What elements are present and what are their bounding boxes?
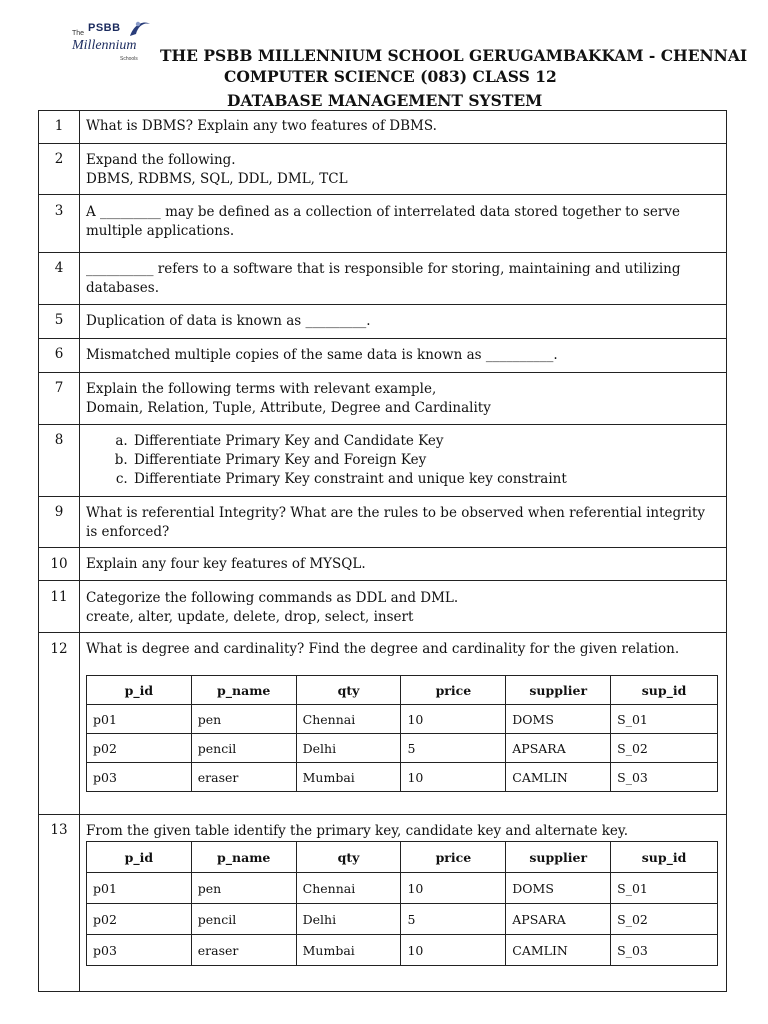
question-number: 11 xyxy=(50,589,68,605)
product-table xyxy=(86,841,718,966)
table-cell: 10 xyxy=(401,873,506,904)
row-divider xyxy=(38,547,727,548)
column-header: sup_id xyxy=(611,676,718,705)
question-text: Explain any four key features of MYSQL. xyxy=(86,556,366,572)
row-divider xyxy=(38,814,727,815)
table-cell: S_03 xyxy=(611,935,718,966)
table-cell: pencil xyxy=(191,734,296,763)
table-cell: S_01 xyxy=(611,873,718,904)
question-text: Explain the following terms with relevant example, Domain, Relation, Tuple, Attribute, Degree and Cardinality xyxy=(86,381,491,416)
logo-text-the: The xyxy=(72,30,85,37)
question-text: Expand the following. DBMS, RDBMS, SQL, DDL, DML, TCL xyxy=(86,152,348,187)
question-list xyxy=(86,432,721,489)
table-header-row xyxy=(87,842,718,873)
question-text: A _________ may be defined as a collection of interrelated data stored together to serve multiple applications. xyxy=(86,204,680,239)
row-divider xyxy=(38,252,727,253)
table-cell: Mumbai xyxy=(296,763,401,792)
question-text: What is degree and cardinality? Find the degree and cardinality for the given relation. xyxy=(86,641,680,657)
question-number: 10 xyxy=(50,556,68,572)
table-cell: eraser xyxy=(191,935,296,966)
list-item: a. Differentiate Primary Key and Candidate Key xyxy=(132,432,721,451)
logo-text-psbb: PSBB xyxy=(88,22,121,34)
column-header: price xyxy=(401,676,506,705)
question-text: Categorize the following commands as DDL and DML. create, alter, update, delete, drop, select, insert xyxy=(86,590,459,625)
question-text: Duplication of data is known as _________. xyxy=(86,313,371,329)
table-cell: Mumbai xyxy=(296,935,401,966)
question-number: 13 xyxy=(50,822,68,838)
list-item: b. Differentiate Primary Key and Foreign Key xyxy=(132,451,721,470)
table-cell: eraser xyxy=(191,763,296,792)
school-logo xyxy=(70,18,160,64)
table-row xyxy=(87,873,718,904)
table-cell: S_02 xyxy=(611,904,718,935)
table-cell: S_02 xyxy=(611,734,718,763)
table-cell: 5 xyxy=(401,904,506,935)
column-header: supplier xyxy=(506,842,611,873)
question-text: Mismatched multiple copies of the same data is known as __________. xyxy=(86,347,558,363)
row-divider xyxy=(38,338,727,339)
table-cell: Chennai xyxy=(296,705,401,734)
table-cell: 10 xyxy=(401,705,506,734)
table-row xyxy=(87,763,718,792)
table-cell: APSARA xyxy=(506,904,611,935)
column-header: p_name xyxy=(191,842,296,873)
subject-title: COMPUTER SCIENCE (083) CLASS 12 xyxy=(224,67,557,86)
table-cell: p03 xyxy=(87,935,192,966)
question-number: 7 xyxy=(54,380,64,396)
row-divider xyxy=(38,194,727,195)
table-cell: S_03 xyxy=(611,763,718,792)
table-cell: pencil xyxy=(191,904,296,935)
question-text: From the given table identify the primary key, candidate key and alternate key. xyxy=(86,823,629,839)
question-text: What is referential Integrity? What are the rules to be observed when referential integrity is enforced? xyxy=(86,505,706,540)
table-cell: p02 xyxy=(87,904,192,935)
column-header: p_id xyxy=(87,676,192,705)
table-cell: DOMS xyxy=(506,705,611,734)
table-header-row xyxy=(87,676,718,705)
question-number: 5 xyxy=(54,312,64,328)
question-number: 12 xyxy=(50,641,68,657)
column-header: sup_id xyxy=(611,842,718,873)
table-cell: p01 xyxy=(87,705,192,734)
column-header: supplier xyxy=(506,676,611,705)
table-cell: pen xyxy=(191,705,296,734)
row-divider xyxy=(38,632,727,633)
product-table xyxy=(86,675,718,792)
table-cell: 10 xyxy=(401,935,506,966)
school-title: THE PSBB MILLENNIUM SCHOOL GERUGAMBAKKAM - CHENNAI xyxy=(160,46,748,65)
row-divider xyxy=(38,580,727,581)
table-cell: pen xyxy=(191,873,296,904)
list-item: c. Differentiate Primary Key constraint and unique key constraint xyxy=(132,470,721,489)
question-number: 3 xyxy=(54,203,64,219)
table-cell: p01 xyxy=(87,873,192,904)
column-header: p_name xyxy=(191,676,296,705)
table-cell: APSARA xyxy=(506,734,611,763)
table-cell: p03 xyxy=(87,763,192,792)
logo-text-millennium: Millennium xyxy=(72,38,137,53)
table-cell: Delhi xyxy=(296,734,401,763)
table-cell: Chennai xyxy=(296,873,401,904)
table-cell: 5 xyxy=(401,734,506,763)
table-cell: 10 xyxy=(401,763,506,792)
table-row xyxy=(87,705,718,734)
table-cell: Delhi xyxy=(296,904,401,935)
table-row xyxy=(87,935,718,966)
column-header: price xyxy=(401,842,506,873)
table-cell: CAMLIN xyxy=(506,935,611,966)
row-divider xyxy=(38,496,727,497)
row-divider xyxy=(38,304,727,305)
table-cell: p02 xyxy=(87,734,192,763)
row-divider xyxy=(38,372,727,373)
column-divider xyxy=(79,110,80,992)
row-divider xyxy=(38,143,727,144)
row-divider xyxy=(38,424,727,425)
table-row xyxy=(87,904,718,935)
question-text: What is DBMS? Explain any two features of DBMS. xyxy=(86,118,437,134)
table-cell: S_01 xyxy=(611,705,718,734)
column-header: qty xyxy=(296,842,401,873)
question-number: 2 xyxy=(54,151,64,167)
table-cell: DOMS xyxy=(506,873,611,904)
column-header: p_id xyxy=(87,842,192,873)
question-number: 1 xyxy=(54,118,64,134)
question-number: 4 xyxy=(54,260,64,276)
logo-text-schools: Schools xyxy=(120,56,138,62)
topic-title: DATABASE MANAGEMENT SYSTEM xyxy=(227,91,543,110)
question-text: __________ refers to a software that is responsible for storing, maintaining and utilizing databases. xyxy=(86,261,681,296)
column-header: qty xyxy=(296,676,401,705)
question-number: 6 xyxy=(54,346,64,362)
table-row xyxy=(87,734,718,763)
question-number: 8 xyxy=(54,432,64,448)
table-cell: CAMLIN xyxy=(506,763,611,792)
logo-swirl-icon xyxy=(126,18,152,40)
question-number: 9 xyxy=(54,504,64,520)
